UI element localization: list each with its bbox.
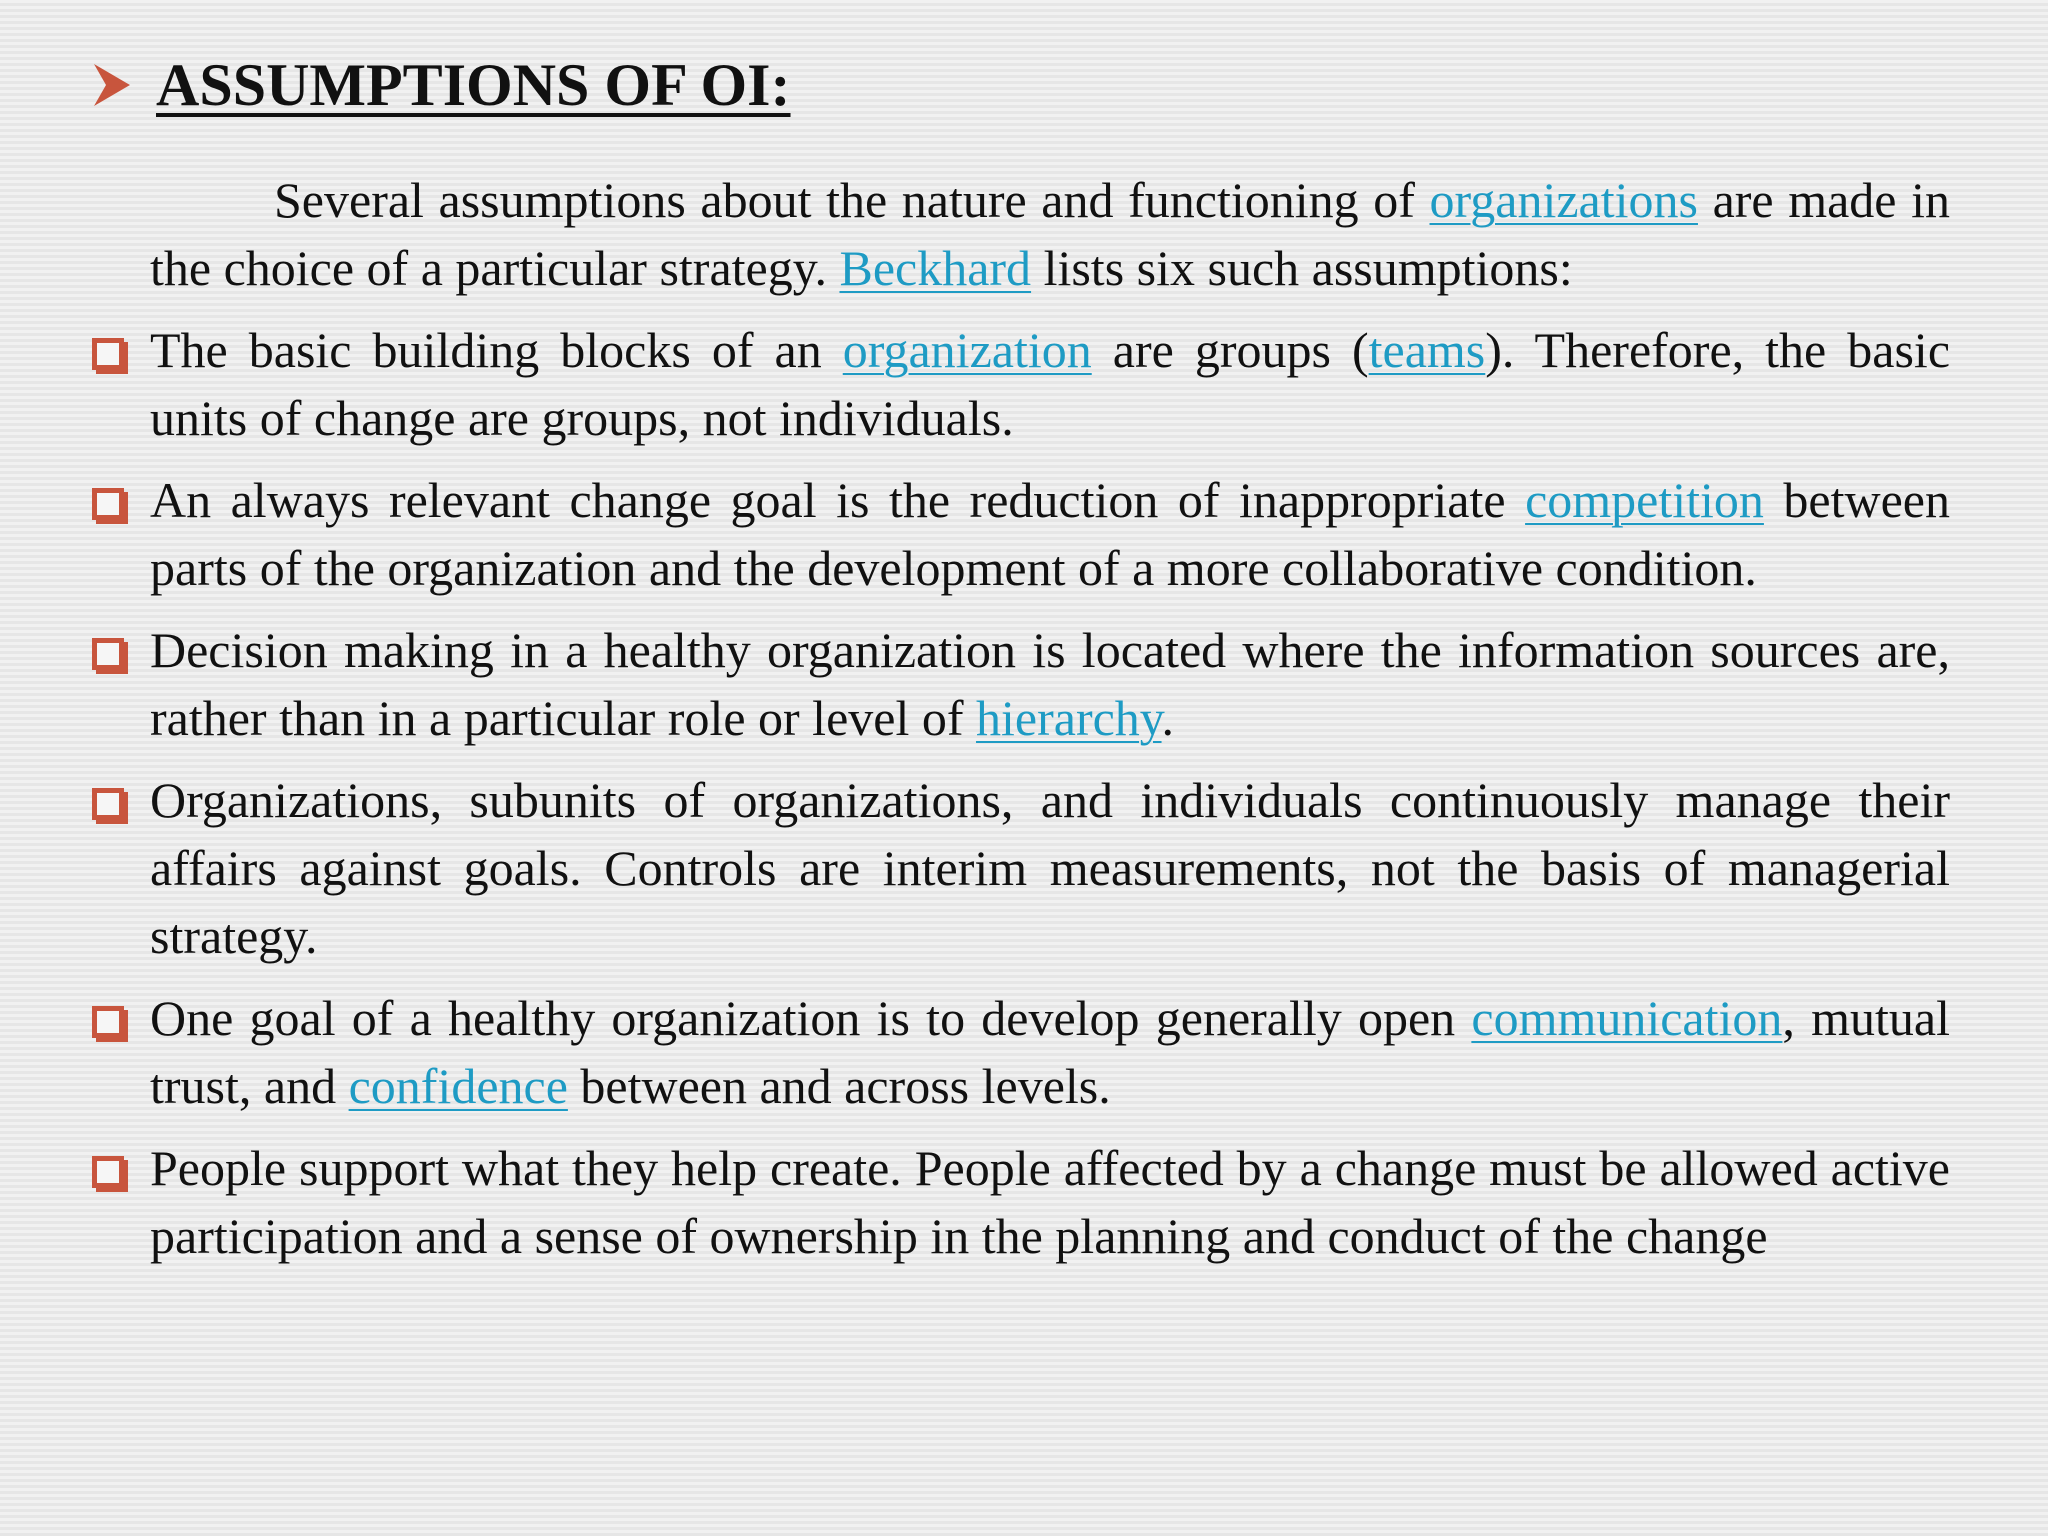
checkbox-square-icon <box>92 788 124 820</box>
list-item <box>150 616 1950 752</box>
checkbox-square-icon <box>92 1156 124 1188</box>
link-organization[interactable]: organization <box>842 322 1092 378</box>
checkbox-square-icon <box>92 638 124 670</box>
checkbox-square-icon <box>92 488 124 520</box>
title-text: ASSUMPTIONS OF OI: <box>156 52 791 118</box>
link-competition[interactable]: competition <box>1525 472 1764 528</box>
list-item-text: People support what they help create. People affected by a change must be allowed active participation and a sense of ownership in the planning and conduct of the change <box>150 1140 1950 1264</box>
list-item <box>150 984 1950 1120</box>
slide-title <box>92 50 791 120</box>
list-item-text: One goal of a healthy organization is to develop generally open communication, mutual trust, and confidence between and across levels. <box>150 990 1950 1114</box>
list-item <box>150 466 1950 602</box>
link-hierarchy[interactable]: hierarchy <box>976 690 1162 746</box>
checkbox-square-icon <box>92 338 124 370</box>
link-teams[interactable]: teams <box>1368 322 1486 378</box>
list-item-text: The basic building blocks of an organization are groups (teams). Therefore, the basic units of change are groups, not individuals. <box>150 322 1951 446</box>
list-item-text: An always relevant change goal is the reduction of inappropriate competition between parts of the organization and the development of a more collaborative condition. <box>150 472 1950 596</box>
arrow-right-icon <box>92 62 132 108</box>
list-item <box>150 766 1950 970</box>
slide-body <box>150 166 1950 1284</box>
link-communication[interactable]: communication <box>1471 990 1783 1046</box>
list-item <box>150 1134 1950 1270</box>
list-item <box>150 316 1950 452</box>
checkbox-square-icon <box>92 1006 124 1038</box>
list-item-text: Decision making in a healthy organization is located where the information sources are, rather than in a particular role or level of hierarchy. <box>150 622 1950 746</box>
link-confidence[interactable]: confidence <box>348 1058 568 1114</box>
list-item-text: Organizations, subunits of organizations, and individuals continuously manage their affairs against goals. Controls are interim measurements, not the basis of managerial strategy. <box>150 772 1950 964</box>
link-organizations[interactable]: organizations <box>1429 172 1698 228</box>
intro-paragraph: Several assumptions about the nature and functioning of organizations are made in the choice of a particular strategy. Beckhard lists six such assumptions: <box>150 172 1950 296</box>
link-beckhard[interactable]: Beckhard <box>839 240 1032 296</box>
